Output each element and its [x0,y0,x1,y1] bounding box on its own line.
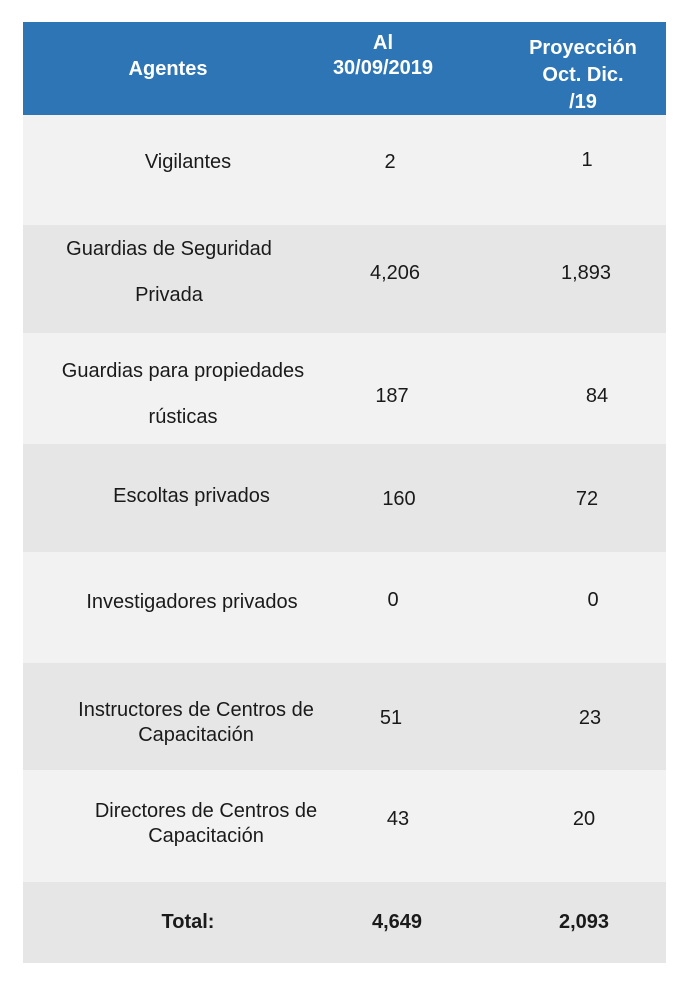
table-row [23,663,666,770]
table-row [23,333,666,444]
table-row [23,770,666,882]
agent-name [23,348,343,440]
header-al-line1: Al [373,32,393,54]
agent-name-line1: Directores de Centros de [94,800,318,822]
value-proyeccion: 72 [575,488,599,510]
value-proyeccion: 1,893 [560,262,612,284]
table-row [23,552,666,663]
agent-name [31,698,361,748]
total-al: 4,649 [371,911,423,933]
agents-table [23,22,666,963]
value-proyeccion: 23 [578,707,602,729]
value-al: 43 [386,808,410,830]
table-row [23,115,666,225]
value-proyeccion: 84 [585,385,609,407]
header-al-date [303,31,463,81]
value-al: 2 [384,151,396,173]
table-header [23,22,666,115]
agent-name: Investigadores privados [86,591,298,613]
agent-name-line1: Instructores de Centros de [78,699,314,721]
agent-name-line2: Privada [135,284,203,306]
table-row [23,225,666,333]
agent-name-line2: Capacitación [148,825,264,847]
table-total-row [23,882,666,963]
agent-name: Escoltas privados [113,485,270,507]
value-proyeccion: 0 [587,589,599,611]
value-al: 51 [379,707,403,729]
value-al: 4,206 [369,262,421,284]
value-proyeccion: 20 [572,808,596,830]
value-proyeccion: 1 [581,149,593,171]
agent-name [41,799,371,849]
value-al: 0 [387,589,399,611]
table-row [23,444,666,552]
agent-name-line2: Capacitación [138,724,254,746]
agent-name-line1: Guardias de Seguridad [66,238,272,260]
header-al-line2: 30/09/2019 [332,57,434,79]
total-proyeccion: 2,093 [558,911,610,933]
header-agentes: Agentes [128,58,208,80]
header-proy-line2: Oct. Dic. [542,64,624,86]
total-label: Total: [161,911,215,933]
agent-name: Vigilantes [144,151,232,173]
header-proyeccion [503,35,663,116]
value-al: 160 [382,488,416,510]
header-proy-line1: Proyección [529,37,637,59]
agent-name-line1: Guardias para propiedades [61,360,305,382]
agent-name-line2: rústicas [148,406,218,428]
agent-name [23,226,315,318]
header-proy-line3: /19 [569,91,597,113]
value-al: 187 [375,385,409,407]
